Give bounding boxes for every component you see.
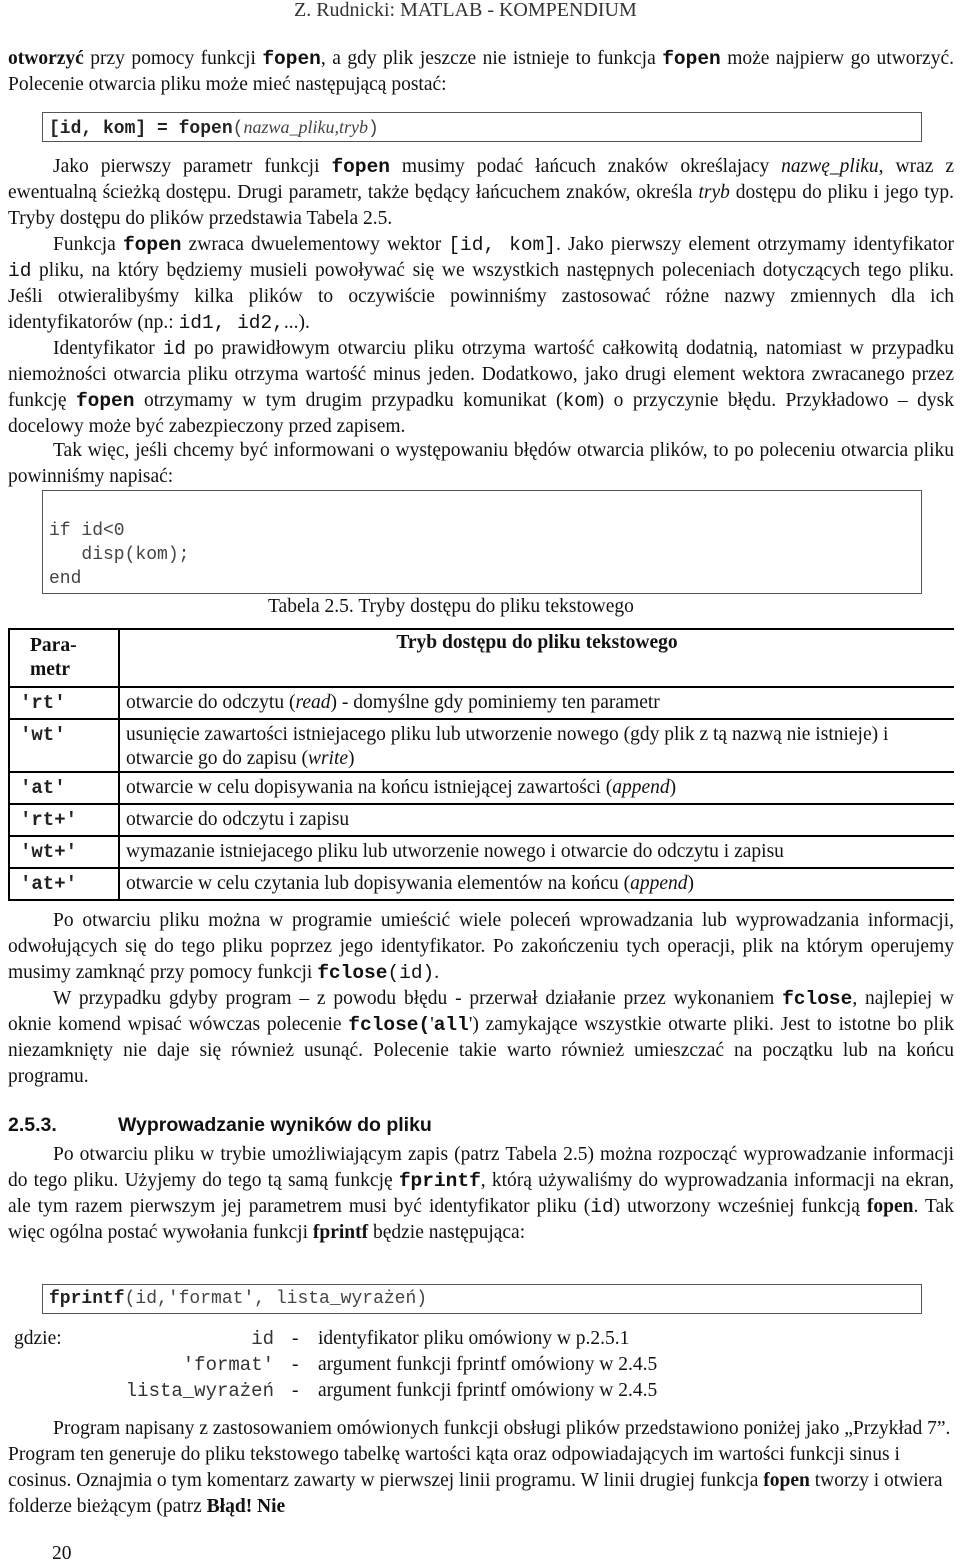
table-row (9, 804, 954, 836)
text: ) (669, 777, 677, 798)
code-part: nazwa_pliku,tryb (243, 117, 368, 137)
table-header-param: Para- metr (9, 629, 119, 687)
italic-term: tryb (698, 182, 730, 203)
text: będzie następująca: (368, 1222, 526, 1243)
text: po prawidłowym otwarciu pliku otrzyma wartość całkowitą dodatnią, natomiast w przypadku niemożności otwarcia pliku otrzyma wartość minus jeden. Dodatkowo, jako drugi element wektora zwracanego przez funkcję (8, 338, 955, 411)
text: Funkcja (53, 234, 123, 255)
code-inline: fprintf (398, 1170, 481, 1192)
code-inline: fopen (75, 390, 135, 412)
code-part: (id,'format', lista_wyrażeń) (124, 1289, 428, 1309)
italic-term: nazwę_pliku (781, 156, 879, 177)
text: ' (430, 1014, 434, 1035)
parameter-description: argument funkcji fprintf omówiony w 2.4.5 (318, 1354, 658, 1375)
table-row (9, 687, 954, 719)
bold-term: fprintf (312, 1222, 369, 1243)
text: W przypadku gdyby program – z powodu błędu - przerwał działanie przez wykonaniem (53, 988, 783, 1009)
paragraph-3 (8, 232, 954, 336)
code-part: = (146, 119, 179, 139)
code-inline: kom (562, 390, 598, 412)
text: ...). (283, 312, 310, 333)
paragraph-5 (8, 438, 954, 490)
bold-term: fopen (763, 1470, 810, 1491)
code-box-fopen (42, 112, 922, 142)
section-heading (8, 1112, 432, 1138)
parameter-description: identyfikator pliku omówiony w p.2.5.1 (318, 1328, 630, 1349)
table-cell-desc (119, 687, 954, 719)
text: może najpierw go utworzyć. Polecenie otwarcia pliku może mieć następującą postać: (8, 48, 954, 95)
code-inline: fclose( (348, 1014, 431, 1036)
table-cell-desc (119, 772, 954, 804)
italic-term: write (307, 748, 349, 769)
table-cell-param: 'wt' (9, 719, 119, 772)
table-cell-desc (119, 719, 954, 772)
italic-term: read (295, 692, 331, 713)
parameter-dash: - (292, 1354, 299, 1375)
table-row (9, 719, 954, 772)
text: . Tak więc ogólna postać wywołania funkcji (8, 1196, 954, 1243)
table-body (9, 687, 954, 900)
text: ) (687, 873, 695, 894)
code-line: end (49, 569, 82, 589)
text: pliku, na który będziemy musieli powoływać się we wszystkich następnych poleceniach dotyczących tego pliku. Jeśli otwieralibyśmy kilka plików to oczywiście powinniśmy zastosować różne nazwy zmiennych dla ich identyfikatorów (np.: (8, 260, 954, 333)
paragraph-6 (8, 908, 954, 986)
table-header-row (9, 629, 954, 687)
text: Program napisany z zastosowaniem omówionych funkcji obsługi plików przedstawiono poniżej jako „Przykład 7”. Program ten generuje do pliku tekstowego tabelkę wartości kąta oraz odpowiadających im wartości funkcji sinus i cosinus. Oznajmia o tym komentarz zawarty w pierwszej linii programu. W linii drugiej funkcja (8, 1418, 951, 1491)
code-inline: id (162, 338, 187, 360)
text: , najlepiej w oknie komend wpisać wówczas polecenie (8, 988, 954, 1035)
table-row (9, 836, 954, 868)
header-title: Z. Rudnicki: MATLAB - KOMPENDIUM (294, 0, 637, 21)
table-cell-desc (119, 868, 954, 900)
paragraph-1 (8, 46, 954, 98)
code-inline: id1, id2, (178, 312, 284, 334)
section-number: 2.5.3. (8, 1114, 57, 1136)
italic-term: append (612, 777, 670, 798)
parameter-name: 'format' (182, 1354, 274, 1376)
code-line: if id<0 (49, 521, 125, 541)
parameter-name: lista_wyrażeń (125, 1380, 274, 1402)
code-inline: fopen (262, 48, 321, 70)
paragraph-8 (8, 1142, 954, 1246)
text: Po otwarciu pliku można w programie umieścić wiele poleceń wprowadzania lub wyprowadzania informacji, odwołujących się do tego pliku poprzez jego identyfikator. Po zakończeniu tych operacji, plik na którym operujemy musimy zamknąć przy pomocy funkcji (8, 910, 954, 983)
text: musimy podać łańcuch znaków określajacy (389, 156, 782, 177)
paragraph-2 (8, 154, 954, 232)
table-cell-param: 'wt+' (9, 836, 119, 868)
parameter-dash: - (292, 1328, 299, 1349)
table-row (9, 868, 954, 900)
text: ') zamykające wszystkie otwarte pliki. Jest to istotne bo plik niezamknięty nie daje się również usunąć. Polecenie takie warto również umieszczać na początku lub na końcu programu. (8, 1014, 955, 1087)
parameter-row (0, 1378, 960, 1404)
text: Identyfikator (53, 338, 163, 359)
paragraph-9 (8, 1416, 954, 1520)
code-line: disp(kom); (49, 545, 190, 565)
table-cell-param: 'rt' (9, 687, 119, 719)
text: otwarcie w celu dopisywania na końcu istniejącej zawartości ( (126, 777, 613, 798)
text: zwraca dwuelementowy wektor (181, 234, 449, 255)
parameter-row (0, 1352, 960, 1378)
access-mode-table (8, 628, 954, 901)
parameter-list-label: gdzie: (14, 1328, 62, 1349)
text: . (434, 962, 440, 983)
table-header-mode: Tryb dostępu do pliku tekstowego (119, 629, 954, 687)
code-part: fprintf (49, 1289, 125, 1309)
text: ) utworzony wcześniej funkcją (613, 1196, 867, 1217)
code-inline: fclose (317, 962, 388, 984)
code-inline: fopen (331, 156, 390, 178)
code-box-fprintf (42, 1284, 922, 1314)
code-part: [id, kom] (49, 119, 147, 139)
table-cell-param: 'at+' (9, 868, 119, 900)
table-cell-param: 'at' (9, 772, 119, 804)
text: otwarcie do odczytu ( (126, 692, 296, 713)
table-cell-desc (119, 836, 954, 868)
table-cell-desc (119, 804, 954, 836)
text: Tak więc, jeśli chcemy być informowani o występowaniu błędów otwarcia plików, to po poleceniu otwarcia pliku powinniśmy napisać: (8, 440, 954, 487)
code-part: ( (232, 119, 244, 139)
code-inline: [id, kom] (448, 234, 556, 256)
code-inline: (id) (387, 962, 435, 984)
code-part: ) (367, 119, 379, 139)
section-title: Wyprowadzanie wyników do pliku (118, 1114, 432, 1136)
text: ) (348, 748, 355, 769)
parameter-list (0, 1326, 960, 1406)
parameter-description: argument funkcji fprintf omówiony w 2.4.5 (318, 1380, 658, 1401)
text: przy pomocy funkcji (83, 48, 263, 69)
parameter-row (0, 1326, 960, 1352)
code-inline: fclose (782, 988, 853, 1010)
code-inline: id (590, 1196, 614, 1218)
code-box-if (42, 490, 922, 594)
page-number: 20 (52, 1543, 72, 1564)
parameter-dash: - (292, 1380, 299, 1401)
italic-term: append (630, 873, 688, 894)
text: , którą używaliśmy do wyprowadzania informacji na ekran, ale tym razem pierwszym jej parametrem musi być identyfikator pliku ( (8, 1170, 954, 1217)
text: ) o przyczynie błędu. Przykładowo – dysk docelowy może być zabezpieczony przed zapisem. (8, 390, 954, 437)
text: dostępu do pliku i jego typ. Tryby dostępu do plików przedstawia Tabela 2.5. (8, 182, 954, 229)
parameter-name: id (251, 1328, 274, 1350)
text: Po otwarciu pliku w trybie umożliwiającym zapis (patrz Tabela 2.5) można rozpocząć wyprowadzanie informacji do tego pliku. Użyjemy do tego tą samą funkcję (8, 1144, 954, 1191)
bold-term: Błąd! Nie (206, 1496, 286, 1517)
text: , wraz z ewentualną ścieżką dostępu. Drugi parametr, także będący łańcuchem znaków, określa (8, 156, 954, 203)
code-inline: fopen (662, 48, 721, 70)
paragraph-7 (8, 986, 954, 1090)
code-inline: fopen (122, 234, 182, 256)
code-inline: all (433, 1014, 469, 1036)
bold-term: otworzyć (8, 48, 84, 69)
table-row (9, 772, 954, 804)
text: tworzy i otwiera folderze bieżącym (patrz (8, 1470, 943, 1517)
code-inline: id (8, 260, 32, 282)
code-part: fopen (178, 119, 233, 139)
text: , a gdy plik jeszcze nie istnieje to funkcja (320, 48, 663, 69)
text: usunięcie zawartości istniejacego pliku lub utworzenie nowego (gdy plik z tą nazwą nie istnieje) i otwarcie go do zapisu ( (126, 724, 889, 769)
text: ) - domyślne gdy pominiemy ten parametr (330, 692, 660, 713)
paragraph-4 (8, 336, 954, 440)
text: Jako pierwszy parametr funkcji (53, 156, 332, 177)
text: otwarcie w celu czytania lub dopisywania elementów na końcu ( (126, 873, 631, 894)
text: otwarcie do odczytu i zapisu (126, 809, 350, 830)
table-cell-param: 'rt+' (9, 804, 119, 836)
text: wymazanie istniejacego pliku lub utworzenie nowego i otwarcie do odczytu i zapisu (126, 841, 784, 862)
table-caption: Tabela 2.5. Tryby dostępu do pliku tekstowego (268, 596, 634, 617)
bold-term: fopen (866, 1196, 914, 1217)
text: . Jako pierwszy element otrzymamy identyfikator (555, 234, 954, 255)
text: otrzymamy w tym drugim przypadku komunikat ( (134, 390, 563, 411)
